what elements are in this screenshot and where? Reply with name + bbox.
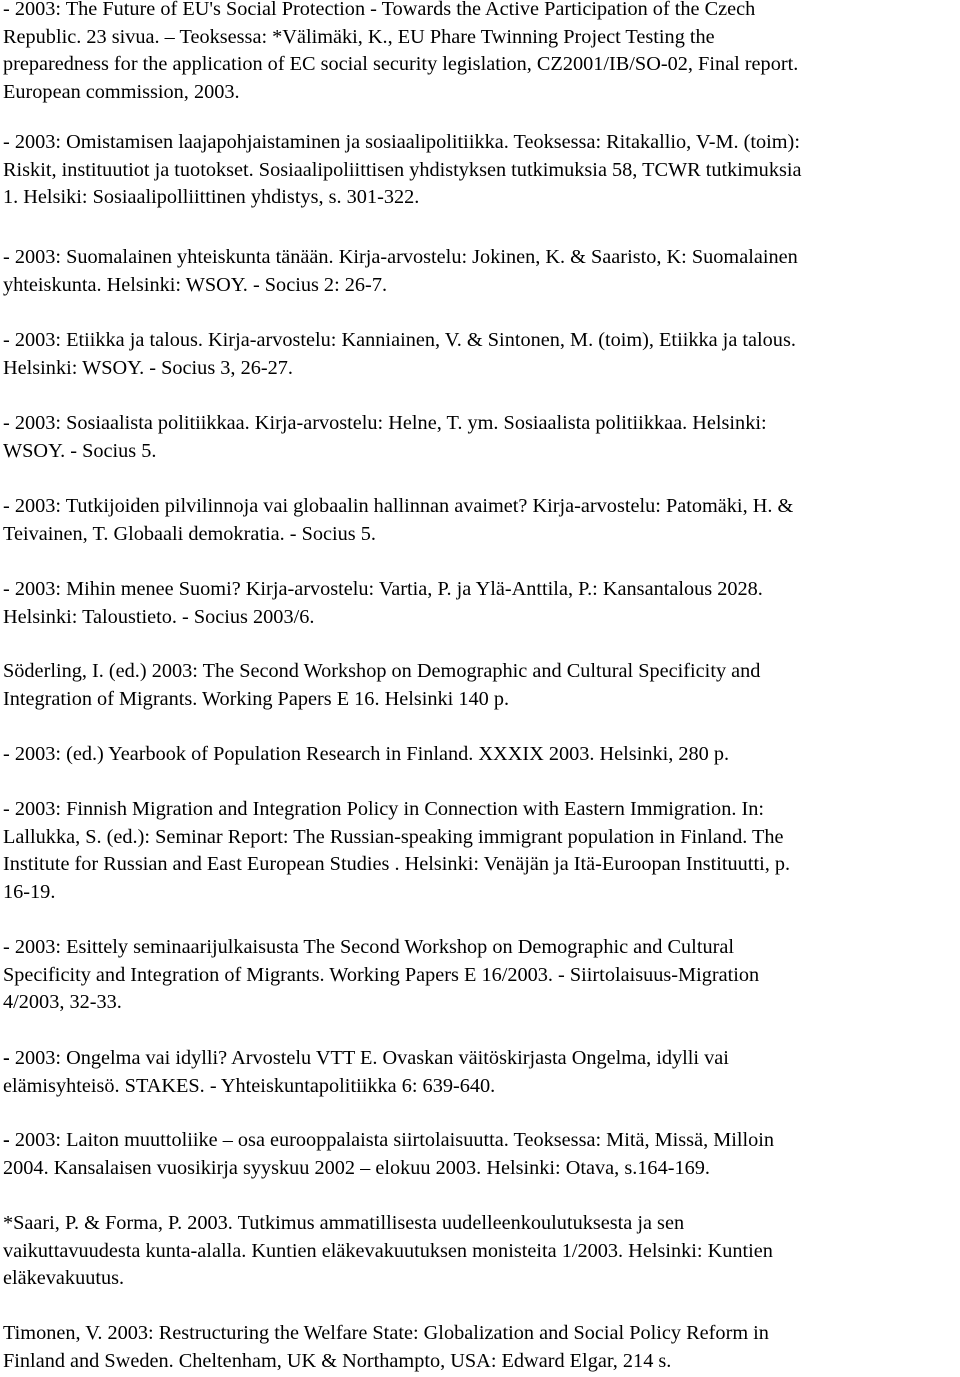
entry-line: - 2003: Esittely seminaarijulkaisusta The Second Workshop on Demographic and Cultural xyxy=(3,936,734,958)
entry-line: vaikuttavuudesta kunta-alalla. Kuntien eläkevakuutuksen monisteita 1/2003. Helsinki: Kuntien xyxy=(3,1239,773,1262)
bibliography-entry xyxy=(3,658,958,713)
bibliography-entry xyxy=(3,327,958,382)
entry-line: Helsinki: WSOY. - Socius 3, 26-27. xyxy=(3,356,293,379)
entry-line: Institute for Russian and East European Studies . Helsinki: Venäjän ja Itä-Euroopan Instituutti, p. xyxy=(3,853,791,876)
entry-line: - 2003: Mihin menee Suomi? Kirja-arvostelu: Vartia, P. ja Ylä-Anttila, P.: Kansantalous 2028. xyxy=(3,578,763,600)
entry-line: Teivainen, T. Globaali demokratia. - Socius 5. xyxy=(3,522,376,545)
entry-line: preparedness for the application of EC social security legislation, CZ2001/IB/SO-02, Final report. xyxy=(3,53,799,76)
entry-line: - 2003: (ed.) Yearbook of Population Research in Finland. XXXIX 2003. Helsinki, 280 p. xyxy=(3,743,730,765)
bibliography-entry xyxy=(3,576,958,631)
bibliography-entry xyxy=(3,1127,958,1182)
entry-line: Lallukka, S. (ed.): Seminar Report: The Russian-speaking immigrant population in Finland. The xyxy=(3,825,784,848)
entry-line: - 2003: Ongelma vai idylli? Arvostelu VTT E. Ovaskan väitöskirjasta Ongelma, idylli vai xyxy=(3,1047,729,1069)
entry-line: Riskit, instituutiot ja tuotokset. Sosiaalipoliittisen yhdistyksen tutkimuksia 58, TCWR tutkimuksia xyxy=(3,158,802,181)
entry-line: Integration of Migrants. Working Papers E 16. Helsinki 140 p. xyxy=(3,687,510,710)
entry-line: 4/2003, 32-33. xyxy=(3,991,122,1014)
entry-line: *Saari, P. & Forma, P. 2003. Tutkimus ammatillisesta uudelleenkoulutuksesta ja sen xyxy=(3,1212,685,1234)
entry-line: Republic. 23 sivua. – Teoksessa: *Välimäki, K., EU Phare Twinning Project Testing the xyxy=(3,25,715,48)
bibliography-entry xyxy=(3,934,958,1017)
entry-line: 2004. Kansalaisen vuosikirja syyskuu 2002 – elokuu 2003. Helsinki: Otava, s.164-169. xyxy=(3,1156,710,1179)
entry-line: WSOY. - Socius 5. xyxy=(3,439,157,462)
entry-line: - 2003: Sosiaalista politiikkaa. Kirja-arvostelu: Helne, T. ym. Sosiaalista politiikkaa. Helsinki: xyxy=(3,412,767,434)
entry-line: - 2003: Omistamisen laajapohjaistaminen ja sosiaalipolitiikka. Teoksessa: Ritakallio, V-M. (toim): xyxy=(3,131,800,153)
bibliography-entry xyxy=(3,741,958,769)
entry-line: - 2003: Tutkijoiden pilvilinnoja vai globaalin hallinnan avaimet? Kirja-arvostelu: Patomäki, H. & xyxy=(3,495,794,517)
bibliography-entry xyxy=(3,0,958,106)
entry-line: eläkevakuutus. xyxy=(3,1267,125,1290)
bibliography-entry xyxy=(3,493,958,548)
entry-line: Specificity and Integration of Migrants. Working Papers E 16/2003. - Siirtolaisuus-Migration xyxy=(3,963,760,986)
bibliography-entry xyxy=(3,129,958,212)
bibliography-entry xyxy=(3,1320,958,1375)
bibliography-entry xyxy=(3,244,958,299)
entry-line: - 2003: The Future of EU's Social Protection - Towards the Active Participation of the Czech xyxy=(3,0,756,20)
entry-line: European commission, 2003. xyxy=(3,80,240,103)
entry-line: elämisyhteisö. STAKES. - Yhteiskuntapolitiikka 6: 639-640. xyxy=(3,1074,496,1097)
entry-line: Söderling, I. (ed.) 2003: The Second Workshop on Demographic and Cultural Specificity and xyxy=(3,660,761,682)
entry-line: 1. Helsiki: Sosiaalipolliittinen yhdistys, s. 301-322. xyxy=(3,186,420,209)
entry-line: - 2003: Suomalainen yhteiskunta tänään. Kirja-arvostelu: Jokinen, K. & Saaristo, K: Suomalainen xyxy=(3,246,798,268)
entry-line: - 2003: Laiton muuttoliike – osa eurooppalaista siirtolaisuutta. Teoksessa: Mitä, Missä, Milloin xyxy=(3,1129,775,1151)
bibliography-entry xyxy=(3,1210,958,1293)
entry-line: 16-19. xyxy=(3,880,56,903)
entry-line: - 2003: Finnish Migration and Integration Policy in Connection with Eastern Immigration. In: xyxy=(3,798,765,820)
entry-line: Timonen, V. 2003: Restructuring the Welfare State: Globalization and Social Policy Reform in xyxy=(3,1322,769,1344)
entry-line: yhteiskunta. Helsinki: WSOY. - Socius 2: 26-7. xyxy=(3,273,388,296)
bibliography-entry xyxy=(3,410,958,465)
bibliography-entry xyxy=(3,796,958,906)
entry-line: Helsinki: Taloustieto. - Socius 2003/6. xyxy=(3,605,315,628)
bibliography-entry xyxy=(3,1045,958,1100)
entry-line: Finland and Sweden. Cheltenham, UK & Northampto, USA: Edward Elgar, 214 s. xyxy=(3,1349,672,1372)
entry-line: - 2003: Etiikka ja talous. Kirja-arvostelu: Kanniainen, V. & Sintonen, M. (toim), Etiikka ja talous. xyxy=(3,329,796,351)
